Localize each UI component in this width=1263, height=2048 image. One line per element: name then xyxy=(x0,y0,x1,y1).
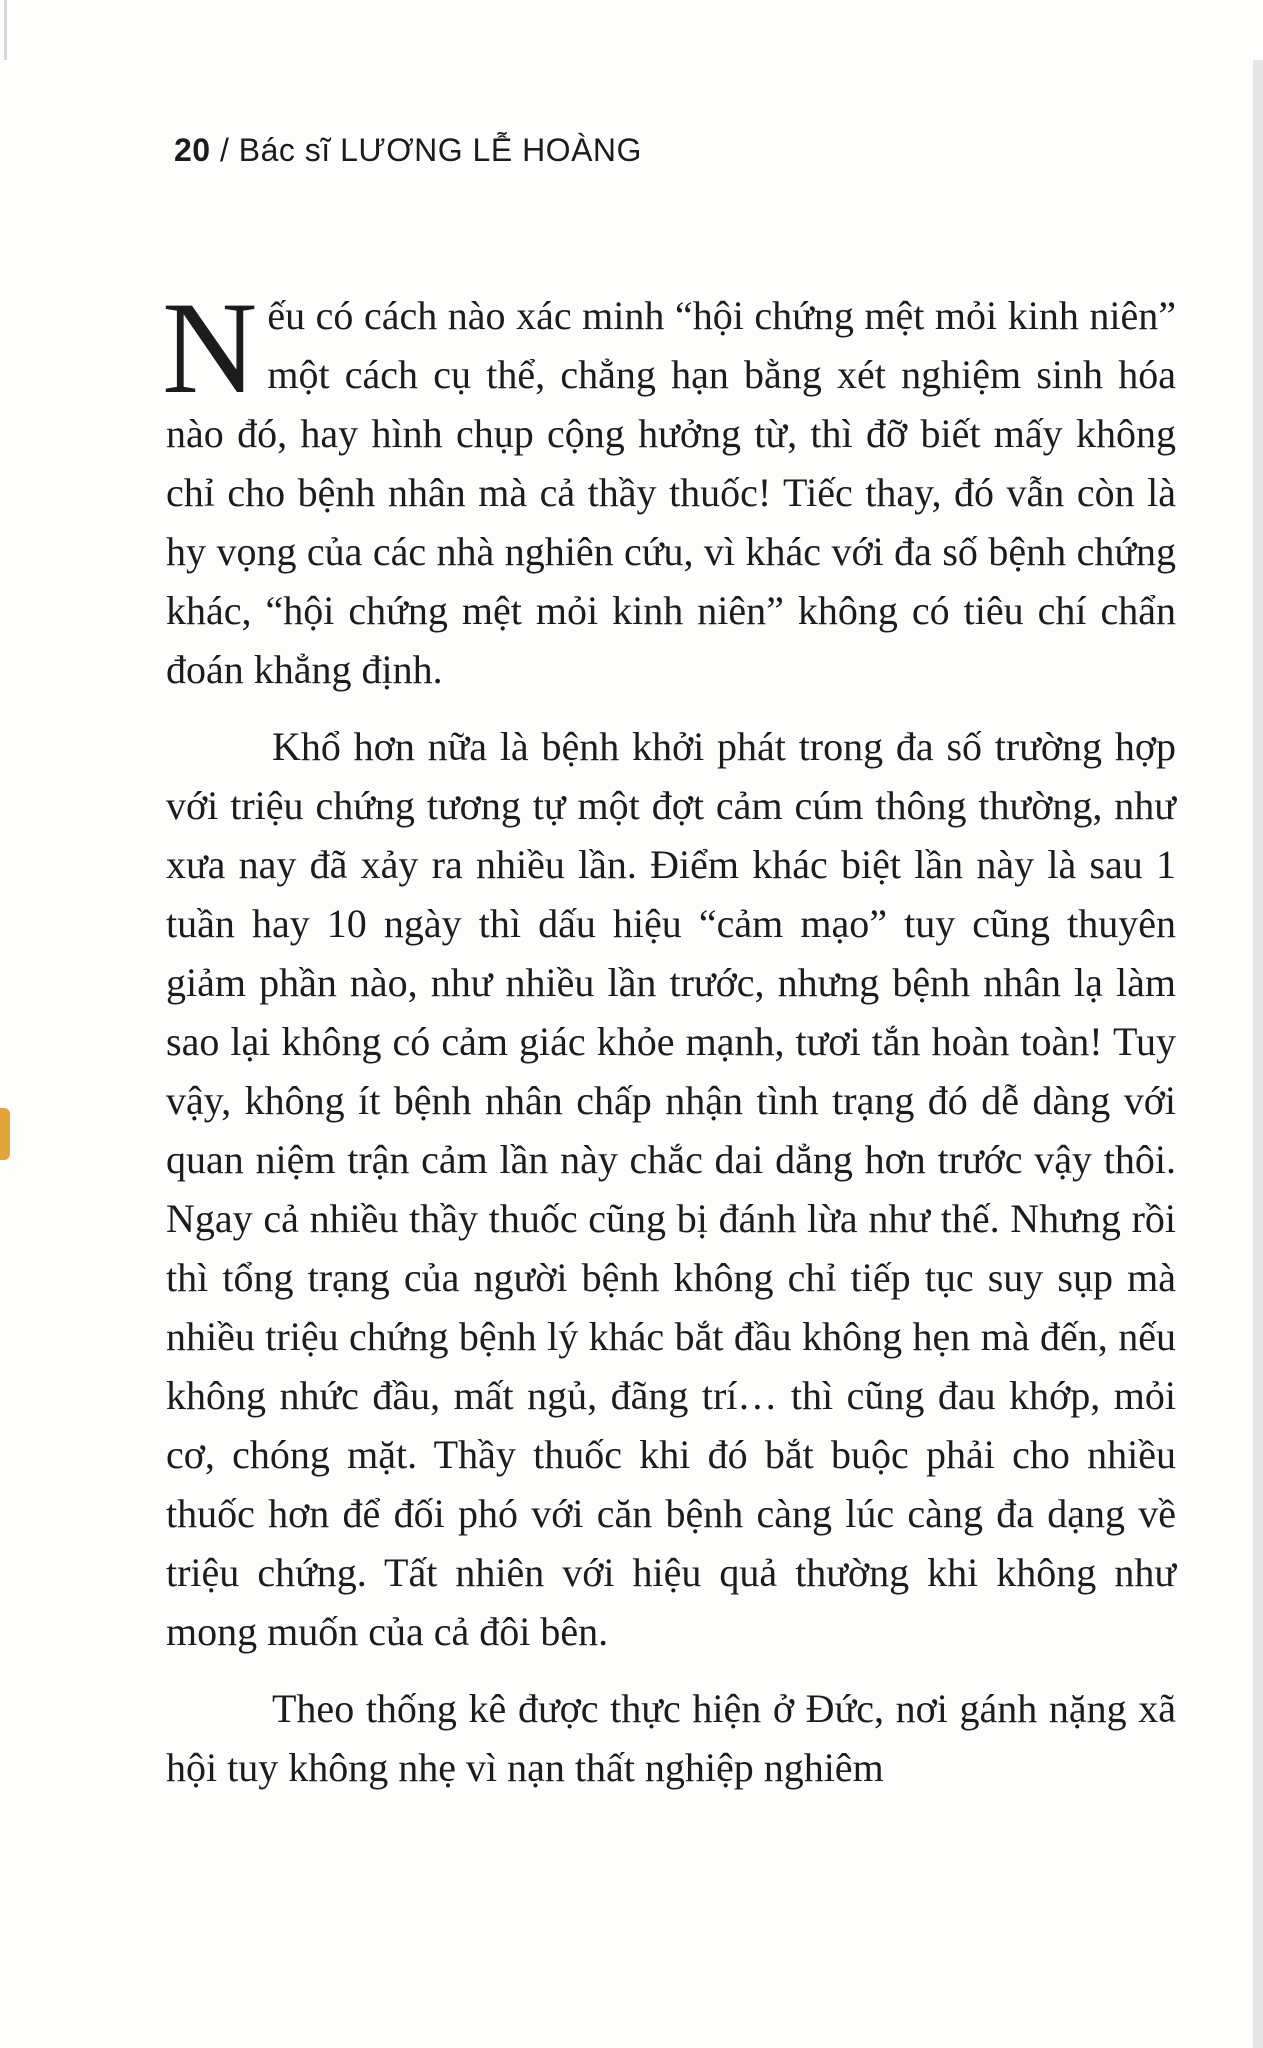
drop-cap: N xyxy=(162,274,258,421)
page-edge-shadow xyxy=(4,0,7,60)
paragraph-1 xyxy=(162,274,1176,699)
page-edge-shadow-right xyxy=(1253,60,1263,2048)
page-number: 20 xyxy=(174,132,211,168)
paragraph-2: Khổ hơn nữa là bệnh khởi phát trong đa số trường hợp với triệu chứng tương tự một đợt cảm cúm thông thường, như xưa nay đã xảy ra nhiều lần. Điểm khác biệt lần này là sau 1 tuần hay 10 ngày thì dấu hiệu “cảm mạo” tuy cũng thuyên giảm phần nào, như nhiều lần trước, nhưng bệnh nhân lạ làm sao lại không có cảm giác khỏe mạnh, tươi tắn hoàn toàn! Tuy vậy, không ít bệnh nhân chấp nhận tình trạng đó dễ dàng với quan niệm trận cảm lần này chắc dai dẳng hơn trước vậy thôi. Ngay cả nhiều thầy thuốc cũng bị đánh lừa như thế. Nhưng rồi thì tổng trạng của người bệnh không chỉ tiếp tục suy sụp mà nhiều triệu chứng bệnh lý khác bắt đầu không hẹn mà đến, nếu không nhức đầu, mất ngủ, đãng trí… thì cũng đau khớp, mỏi cơ, chóng mặt. Thầy thuốc khi đó bắt buộc phải cho nhiều thuốc hơn để đối phó với căn bệnh càng lúc càng đa dạng về triệu chứng. Tất nhiên với hiệu quả thường khi không như mong muốn của cả đôi bên. xyxy=(166,724,1176,1654)
header-separator: / xyxy=(210,132,239,168)
bookmark-tab xyxy=(0,1108,10,1160)
body-text xyxy=(162,274,1176,1815)
paragraph-3: Theo thống kê được thực hiện ở Đức, nơi gánh nặng xã hội tuy không nhẹ vì nạn thất nghiệp nghiêm xyxy=(166,1686,1176,1790)
author-name: Bác sĩ LƯƠNG LỄ HOÀNG xyxy=(238,132,642,168)
running-header xyxy=(174,132,642,169)
paragraph-1-text: ếu có cách nào xác minh “hội chứng mệt mỏi kinh niên” một cách cụ thể, chẳng hạn bằng xét nghiệm sinh hóa nào đó, hay hình chụp cộng hưởng từ, thì đỡ biết mấy không chỉ cho bệnh nhân mà cả thầy thuốc! Tiếc thay, đó vẫn còn là hy vọng của các nhà nghiên cứu, vì khác với đa số bệnh chứng khác, “hội chứng mệt mỏi kinh niên” không có tiêu chí chẩn đoán khẳng định. xyxy=(166,293,1176,692)
